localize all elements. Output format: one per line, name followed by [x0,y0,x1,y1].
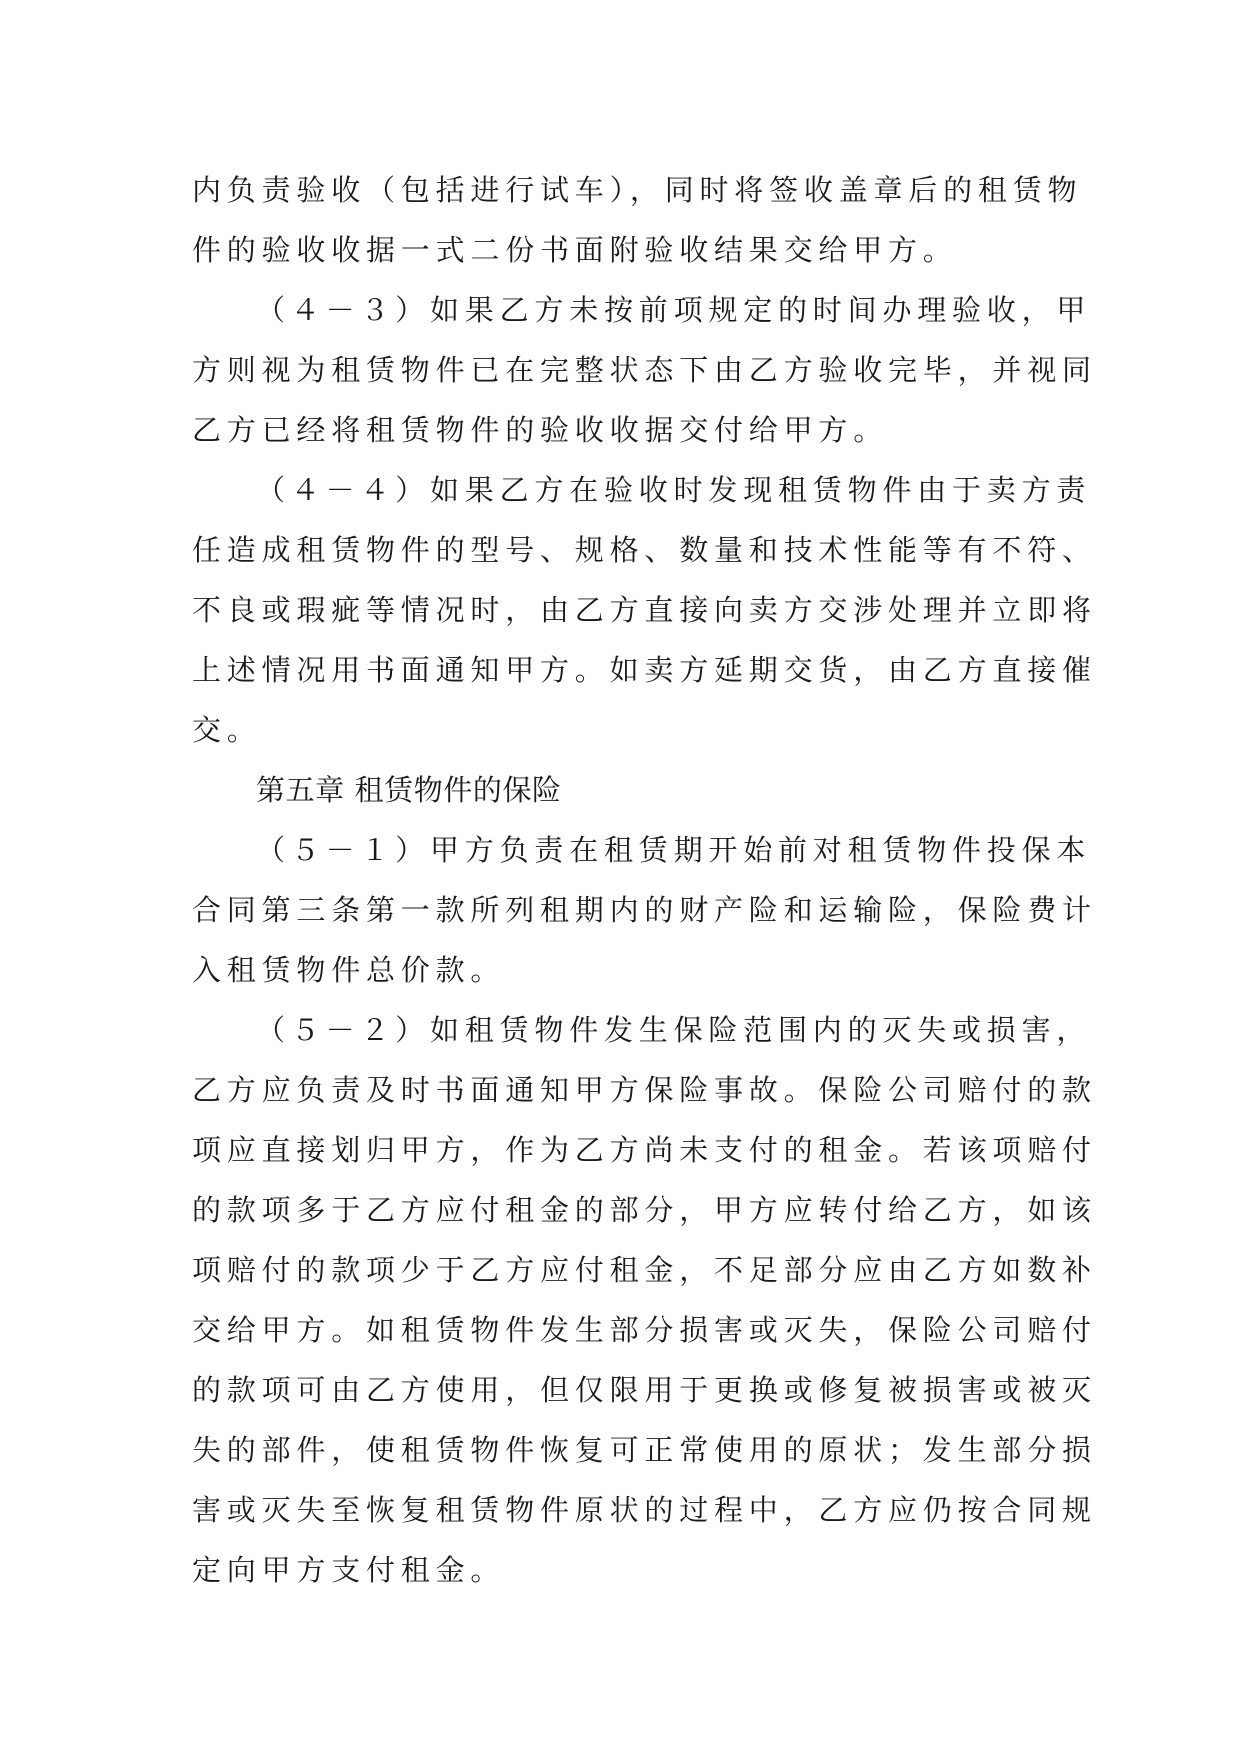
chapter-heading: 第五章 租赁物件的保险 [256,773,562,807]
text-line: 乙方已经将租赁物件的验收收据交付给甲方。 [192,413,889,447]
text-line: 定向甲方支付租金。 [192,1553,506,1587]
text-line: 任造成租赁物件的型号、规格、数量和技术性能等有不符、 [192,533,1097,567]
text-line: 交给甲方。如租赁物件发生部分损害或灭失，保险公司赔付 [192,1313,1097,1347]
text-line: 合同第三条第一款所列租期内的财产险和运输险，保险费计 [192,893,1097,927]
clause-4-3: （４－３）如果乙方未按前项规定的时间办理验收，甲 [256,293,1092,327]
clause-4-4: （４－４）如果乙方在验收时发现租赁物件由于卖方责 [256,473,1092,507]
text-line: 项应直接划归甲方，作为乙方尚未支付的租金。若该项赔付 [192,1133,1097,1167]
text-line: 的款项多于乙方应付租金的部分，甲方应转付给乙方，如该 [192,1193,1097,1227]
text-line: 乙方应负责及时书面通知甲方保险事故。保险公司赔付的款 [192,1073,1097,1107]
text-line: 件的验收收据一式二份书面附验收结果交给甲方。 [192,233,958,267]
clause-5-1: （５－１）甲方负责在租赁期开始前对租赁物件投保本 [256,833,1092,867]
text-line: 的款项可由乙方使用，但仅限用于更换或修复被损害或被灭 [192,1373,1097,1407]
clause-5-2: （５－２）如租赁物件发生保险范围内的灭失或损害， [256,1013,1092,1047]
text-line: 上述情况用书面通知甲方。如卖方延期交货，由乙方直接催 [192,653,1097,687]
text-line: 入租赁物件总价款。 [192,953,506,987]
text-line: 项赔付的款项少于乙方应付租金，不足部分应由乙方如数补 [192,1253,1097,1287]
text-line: 不良或瑕疵等情况时，由乙方直接向卖方交涉处理并立即将 [192,593,1097,627]
text-line: 内负责验收（包括进行试车），同时将签收盖章后的租赁物 [192,173,1083,207]
text-line: 方则视为租赁物件已在完整状态下由乙方验收完毕，并视同 [192,353,1097,387]
text-line: 交。 [192,713,262,747]
document-body [192,160,1097,1600]
text-line: 害或灭失至恢复租赁物件原状的过程中，乙方应仍按合同规 [192,1493,1097,1527]
text-line: 失的部件，使租赁物件恢复可正常使用的原状；发生部分损 [192,1433,1097,1467]
